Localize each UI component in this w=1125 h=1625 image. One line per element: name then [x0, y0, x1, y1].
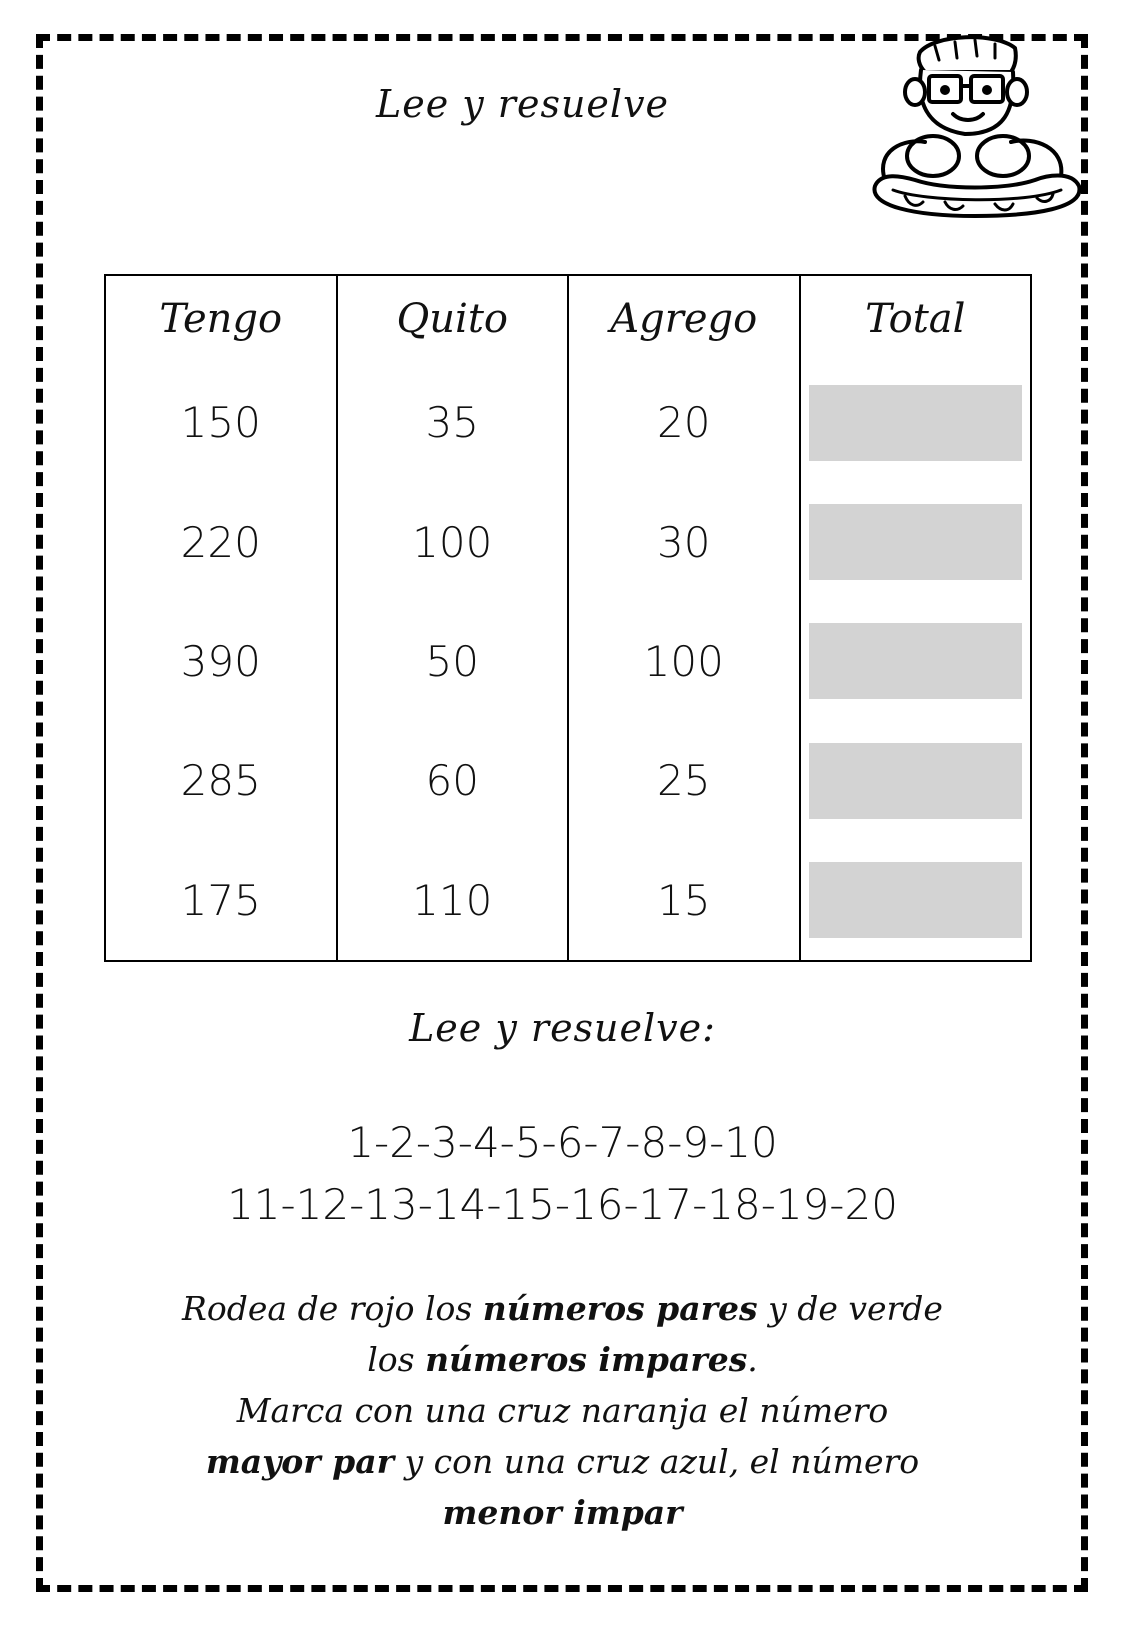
instruction-text: los — [367, 1340, 426, 1379]
cell-tengo: 150 — [105, 363, 337, 482]
math-table — [104, 274, 1032, 962]
section-title: Lee y resuelve: — [409, 1006, 716, 1050]
cell-agrego: 20 — [568, 363, 800, 482]
column-header-tengo: Tengo — [105, 275, 337, 363]
cell-tengo: 390 — [105, 602, 337, 721]
instruction-text: y con una cruz azul, el número — [394, 1442, 920, 1481]
table-row — [105, 363, 1031, 482]
cell-quito: 100 — [337, 482, 569, 601]
cell-tengo: 175 — [105, 841, 337, 961]
instruction-emphasis: números impares — [425, 1340, 748, 1379]
instruction-text: y de verde — [757, 1289, 943, 1328]
instruction-emphasis: mayor par — [205, 1442, 395, 1481]
total-answer-box[interactable] — [809, 504, 1023, 580]
instruction-text: Marca con una cruz naranja el número — [236, 1391, 889, 1430]
column-header-agrego: Agrego — [568, 275, 800, 363]
instruction-text: . — [747, 1340, 758, 1379]
cell-total — [800, 602, 1032, 721]
cell-agrego: 25 — [568, 721, 800, 840]
cell-total — [800, 363, 1032, 482]
table-row — [105, 602, 1031, 721]
cell-tengo: 285 — [105, 721, 337, 840]
total-answer-box[interactable] — [809, 862, 1023, 938]
cell-quito: 35 — [337, 363, 569, 482]
column-header-quito: Quito — [337, 275, 569, 363]
instructions-text — [140, 1283, 985, 1538]
total-answer-box[interactable] — [809, 743, 1023, 819]
cell-quito: 60 — [337, 721, 569, 840]
cell-total — [800, 841, 1032, 961]
total-answer-box[interactable] — [809, 385, 1023, 461]
total-answer-box[interactable] — [809, 623, 1023, 699]
cell-total — [800, 721, 1032, 840]
column-header-total: Total — [800, 275, 1032, 363]
cell-tengo: 220 — [105, 482, 337, 601]
table-row — [105, 482, 1031, 601]
instruction-text: Rodea de rojo los — [182, 1289, 483, 1328]
table-row — [105, 721, 1031, 840]
numbers-line-1: 1-2-3-4-5-6-7-8-9-10 — [347, 1118, 778, 1167]
table-header-row — [105, 275, 1031, 363]
instruction-emphasis: menor impar — [442, 1493, 683, 1532]
page-title: Lee y resuelve — [375, 82, 670, 126]
cell-agrego: 15 — [568, 841, 800, 961]
cell-quito: 110 — [337, 841, 569, 961]
table-row — [105, 841, 1031, 961]
cell-agrego: 100 — [568, 602, 800, 721]
cell-quito: 50 — [337, 602, 569, 721]
cell-total — [800, 482, 1032, 601]
cell-agrego: 30 — [568, 482, 800, 601]
boy-with-glasses-in-swim-ring-icon — [865, 30, 1095, 230]
instruction-emphasis: números pares — [482, 1289, 758, 1328]
numbers-line-2: 11-12-13-14-15-16-17-18-19-20 — [227, 1180, 898, 1229]
